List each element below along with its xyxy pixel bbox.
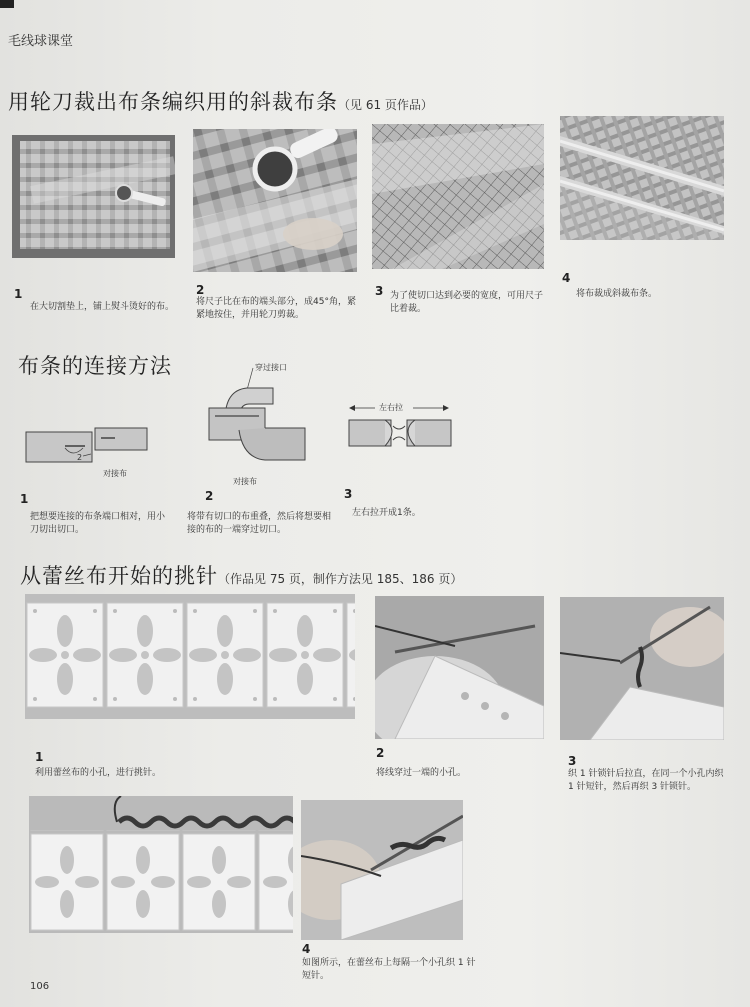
section3-title: [20, 560, 462, 590]
s2-step2-number: 2: [205, 489, 214, 503]
binding-edge: [0, 0, 14, 8]
diagram2-bottom-label: 对接布: [233, 477, 257, 486]
s1-step4-number: 4: [562, 271, 571, 285]
s3-step2-number: 2: [376, 746, 385, 760]
s3-step3-caption: 织 1 针锁针后拉直，在同一个小孔内织 1 针短针，然后再织 3 针锁针。: [568, 769, 724, 792]
photo-crochet-closeup: [301, 800, 463, 940]
s2-step1-caption: 把想要连接的布条端口相对，用小刀切出切口。: [30, 512, 166, 535]
s3-step1-caption: 利用蕾丝布的小孔，进行挑针。: [35, 768, 162, 778]
photo-lace-strip: [25, 594, 355, 719]
photo-chain-stitch: [560, 597, 724, 740]
s3-step1-number: 1: [35, 750, 44, 764]
section3-title-text: 从蕾丝布开始的挑针: [20, 564, 218, 588]
diagram-thread-through: [205, 360, 315, 488]
section1-title: [8, 86, 433, 116]
s1-step2-number: 2: [196, 283, 205, 297]
diagram1-label: 对接布: [103, 469, 127, 478]
s1-step3-caption: 为了使切口达到必要的宽度，可用尺子比着裁。: [390, 291, 544, 314]
s3-step3-number: 3: [568, 754, 577, 768]
s1-step4-caption: 将布裁成斜裁布条。: [576, 289, 658, 299]
s2-step1-number: 1: [20, 492, 29, 506]
section3-title-note: （作品见 75 页，制作方法见 185、186 页）: [218, 572, 463, 586]
photo-bias-strips: [560, 116, 724, 240]
s2-step3-number: 3: [344, 487, 353, 501]
s3-step4-caption: 如图所示，在蕾丝布上每隔一个小孔织 1 针短针。: [302, 958, 476, 981]
photo-lace-edging: [29, 796, 293, 933]
diagram-strips-slit: [25, 418, 150, 478]
s1-step1-number: 1: [14, 287, 23, 301]
section1-title-note: （见 61 页作品）: [338, 98, 433, 112]
header-label: 毛线球课堂: [8, 34, 74, 49]
s3-step2-caption: 将线穿过一端的小孔。: [376, 768, 467, 778]
photo-cutting-mat: [12, 135, 175, 258]
diagram2-top-label: 穿过接口: [255, 363, 287, 372]
photo-ruler-cut: [193, 129, 357, 272]
diagram3-top-label: 左右拉: [379, 403, 403, 412]
s1-step1-caption: 在大切割垫上，铺上熨斗烫好的布。: [30, 302, 175, 312]
diagram-pull-apart: [345, 400, 455, 460]
s1-step3-number: 3: [375, 284, 384, 298]
section2-title: 布条的连接方法: [18, 354, 172, 378]
section1-title-text: 用轮刀裁出布条编织用的斜裁布条: [8, 90, 338, 114]
diagram1-mark: 2: [77, 453, 83, 462]
s2-step2-caption: 将带有切口的布重叠，然后将想要相接的布的一端穿过切口。: [187, 512, 332, 535]
s1-step2-caption: 将尺子比在布的端头部分，成45°角，紧紧地按住，并用轮刀剪裁。: [196, 297, 356, 320]
photo-grid-ruler: [372, 124, 544, 269]
s3-step4-number: 4: [302, 942, 311, 956]
s2-step3-caption: 左右拉开成1条。: [352, 508, 421, 518]
page-number: 106: [30, 981, 50, 992]
photo-thread-hole: [375, 596, 544, 739]
